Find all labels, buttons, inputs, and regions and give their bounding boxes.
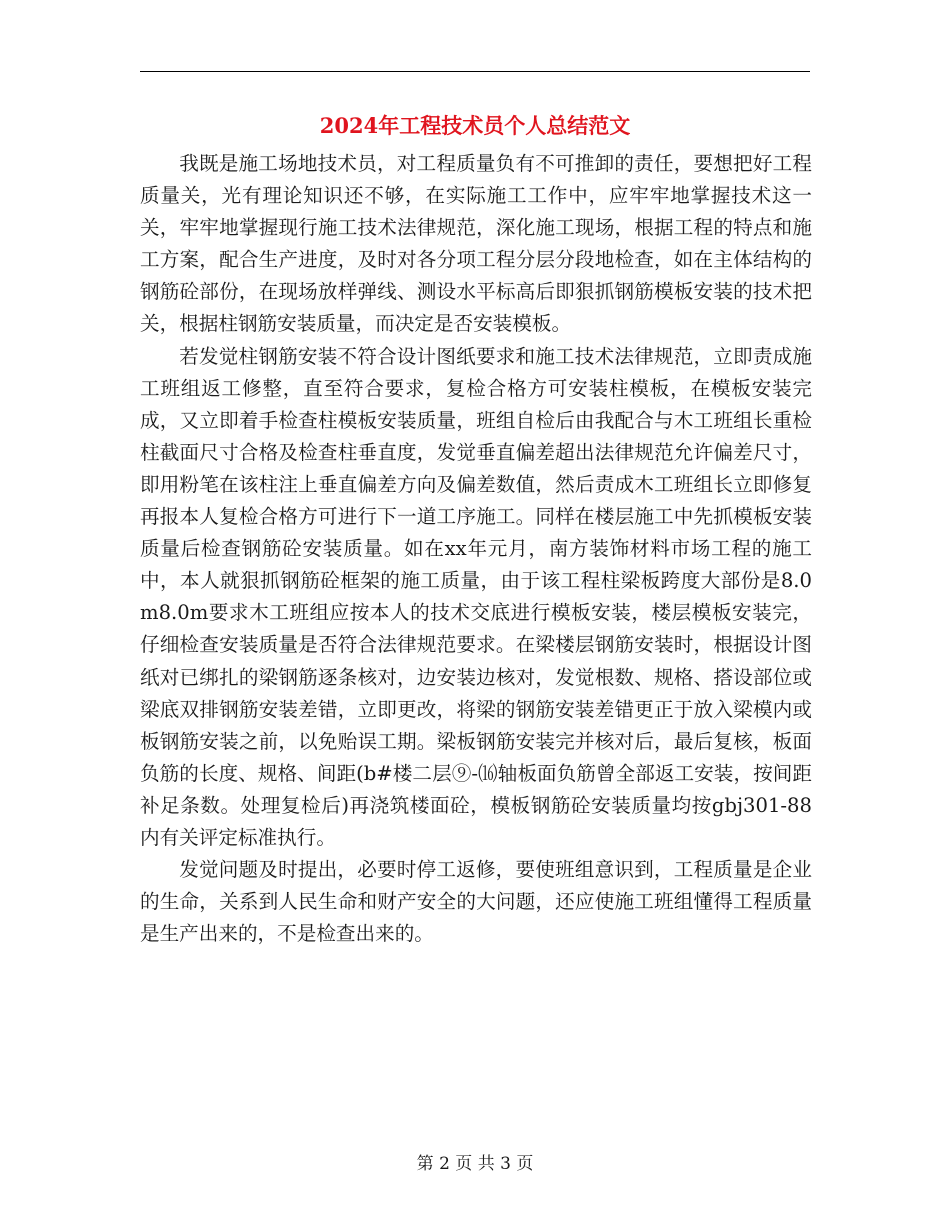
document-title: 2024年工程技术员个人总结范文 <box>319 113 631 138</box>
paragraph-2: 若发觉柱钢筋安装不符合设计图纸要求和施工技术法律规范，立即责成施工班组返工修整，直至符合要求，复检合格方可安装柱模板，在模板安装完成，又立即着手检查柱模板安装质量，班组自检后由我配合与木工班组长重检柱截面尺寸合格及检查柱垂直度，发觉垂直偏差超出法律规范允许偏差尺寸，即用粉笔在该柱注上垂直偏差方向及偏差数值，然后责成木工班组长立即修复再报本人复检合格方可进行下一道工序施工。同样在楼层施工中先抓模板安装质量后检查钢筋砼安装质量。如在xx年元月，南方装饰材料市场工程的施工中，本人就狠抓钢筋砼框架的施工质量，由于该工程柱梁板跨度大部份是8.0m8.0m要求木工班组应按本人的技术交底进行模板安装，楼层模板安装完，仔细检查安装质量是否符合法律规范要求。在梁楼层钢筋安装时，根据设计图纸对已绑扎的梁钢筋逐条核对，边安装边核对，发觉根数、规格、搭设部位或梁底双排钢筋安装差错，立即更改，将梁的钢筋安装差错更正于放入梁模内或板钢筋安装之前，以免贻误工期。梁板钢筋安装完并核对后，最后复核，板面负筋的长度、规格、间距(b#楼二层⑨-⒃轴板面负筋曾全部返工安装，按间距补足条数。处理复检后)再浇筑楼面砼，模板钢筋砼安装质量均按gbj301-88内有关评定标准执行。 <box>140 344 812 849</box>
paragraph-3: 发觉问题及时提出，必要时停工返修，要使班组意识到，工程质量是企业的生命，关系到人民生命和财产安全的大问题，还应使施工班组懂得工程质量是生产出来的，不是检查出来的。 <box>140 858 812 946</box>
page-footer: 第 2 页 共 3 页 <box>416 1154 534 1174</box>
paragraph-1: 我既是施工场地技术员，对工程质量负有不可推卸的责任，要想把好工程质量关，光有理论知识还不够，在实际施工工作中，应牢牢地掌握技术这一关，牢牢地掌握现行施工技术法律规范，深化施工现场，根据工程的特点和施工方案，配合生产进度，及时对各分项工程分层分段地检查，如在主体结构的钢筋砼部份，在现场放样弹线、测设水平标高后即狠抓钢筋模板安装的技术把关，根据柱钢筋安装质量，而决定是否安装模板。 <box>140 152 812 336</box>
document-body <box>140 148 812 950</box>
header-rule <box>140 71 810 72</box>
